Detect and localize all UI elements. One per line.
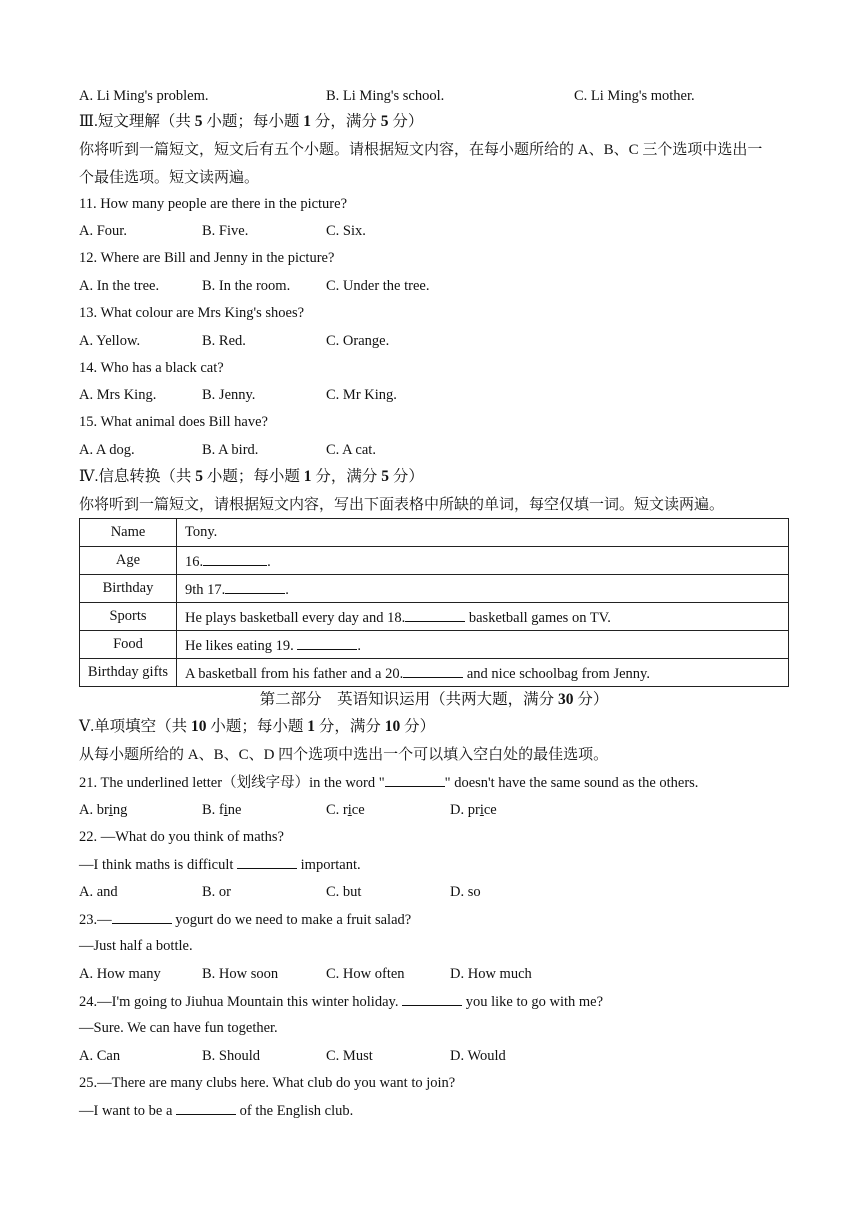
q11-option-b: B. Five.	[202, 223, 249, 239]
section3-instruction-line1: 你将听到一篇短文，短文后有五个小题。请根据短文内容，在每小题所给的 A、B、C 三个选项中选出一	[79, 142, 763, 158]
question-25-answer: —I want to be a of the English club.	[79, 1100, 353, 1121]
answer-blank-18[interactable]	[405, 607, 465, 622]
question-12: 12. Where are Bill and Jenny in the picture?	[79, 250, 335, 266]
info-table	[79, 518, 789, 687]
q22-option-b: B. or	[202, 884, 231, 900]
row-content: 9th 17. .	[177, 575, 789, 603]
q10-option-a: A. Li Ming's problem.	[79, 88, 209, 104]
q14-option-b: B. Jenny.	[202, 387, 256, 403]
row-content: 16. .	[177, 547, 789, 575]
answer-blank-20[interactable]	[403, 663, 463, 678]
row-content: He plays basketball every day and 18. basketball games on TV.	[177, 603, 789, 631]
question-23: 23.— yogurt do we need to make a fruit salad?	[79, 909, 411, 930]
q22-option-a: A. and	[79, 884, 118, 900]
q12-option-c: C. Under the tree.	[326, 278, 430, 294]
q12-option-b: B. In the room.	[202, 278, 291, 294]
answer-blank-22[interactable]	[237, 854, 297, 869]
question-22-answer: —I think maths is difficult important.	[79, 854, 361, 875]
row-label: Sports	[80, 603, 177, 631]
section4-instruction: 你将听到一篇短文，请根据短文内容，写出下面表格中所缺的单词，每空仅填一词。短文读两遍。	[79, 497, 725, 513]
q15-option-c: C. A cat.	[326, 442, 376, 458]
q23-option-d: D. How much	[450, 966, 532, 982]
q13-option-c: C. Orange.	[326, 333, 390, 349]
row-label: Birthday gifts	[80, 659, 177, 687]
row-label: Name	[80, 519, 177, 547]
question-13: 13. What colour are Mrs King's shoes?	[79, 305, 305, 321]
q11-option-c: C. Six.	[326, 223, 366, 239]
row-label: Age	[80, 547, 177, 575]
table-row	[80, 631, 789, 659]
answer-blank-23[interactable]	[112, 909, 172, 924]
section3-title: Ⅲ.短文理解（共 5 小题；每小题 1 分，满分 5 分）	[79, 113, 424, 130]
answer-blank-16[interactable]	[203, 551, 267, 566]
q15-option-a: A. A dog.	[79, 442, 135, 458]
q10-option-c: C. Li Ming's mother.	[574, 88, 695, 104]
q15-option-b: B. A bird.	[202, 442, 259, 458]
section3-instruction-line2: 个最佳选项。短文读两遍。	[79, 170, 260, 186]
section4-title: Ⅳ.信息转换（共 5 小题；每小题 1 分，满分 5 分）	[79, 468, 424, 485]
q22-option-d: D. so	[450, 884, 481, 900]
q23-option-c: C. How often	[326, 966, 405, 982]
table-row	[80, 659, 789, 687]
table-row	[80, 547, 789, 575]
answer-blank-21[interactable]	[385, 772, 445, 787]
question-14: 14. Who has a black cat?	[79, 360, 224, 376]
q12-option-a: A. In the tree.	[79, 278, 160, 294]
q24-option-a: A. Can	[79, 1048, 121, 1064]
q13-option-b: B. Red.	[202, 333, 246, 349]
row-content: A basketball from his father and a 20. and nice schoolbag from Jenny.	[177, 659, 789, 687]
table-row	[80, 603, 789, 631]
q22-option-c: C. but	[326, 884, 362, 900]
section5-instruction: 从每小题所给的 A、B、C、D 四个选项中选出一个可以填入空白处的最佳选项。	[79, 747, 609, 763]
question-15: 15. What animal does Bill have?	[79, 414, 268, 430]
table-row	[80, 575, 789, 603]
q23-option-a: A. How many	[79, 966, 161, 982]
q13-option-a: A. Yellow.	[79, 333, 141, 349]
row-label: Food	[80, 631, 177, 659]
row-content: Tony.	[177, 519, 789, 547]
q11-option-a: A. Four.	[79, 223, 127, 239]
answer-blank-24[interactable]	[402, 991, 462, 1006]
part2-title: 第二部分 英语知识运用（共两大题，满分 30 分）	[259, 691, 609, 708]
question-24: 24.—I'm going to Jiuhua Mountain this winter holiday. you like to go with me?	[79, 991, 603, 1012]
answer-blank-25[interactable]	[176, 1100, 236, 1115]
q21-option-d: D. price	[450, 802, 497, 818]
question-21: 21. The underlined letter（划线字母）in the word " " doesn't have the same sound as the others.	[79, 772, 698, 793]
row-label: Birthday	[80, 575, 177, 603]
answer-blank-17[interactable]	[225, 579, 285, 594]
question-25: 25.—There are many clubs here. What club do you want to join?	[79, 1075, 456, 1091]
q24-option-d: D. Would	[450, 1048, 506, 1064]
question-22: 22. —What do you think of maths?	[79, 829, 284, 845]
q21-option-a: A. bring	[79, 802, 128, 818]
q24-option-c: C. Must	[326, 1048, 373, 1064]
q14-option-a: A. Mrs King.	[79, 387, 157, 403]
q10-option-b: B. Li Ming's school.	[326, 88, 445, 104]
q14-option-c: C. Mr King.	[326, 387, 397, 403]
q21-option-b: B. fine	[202, 802, 242, 818]
q23-option-b: B. How soon	[202, 966, 279, 982]
row-content: He likes eating 19. .	[177, 631, 789, 659]
table-row	[80, 519, 789, 547]
question-24-answer: —Sure. We can have fun together.	[79, 1020, 278, 1036]
q24-option-b: B. Should	[202, 1048, 261, 1064]
question-23-answer: —Just half a bottle.	[79, 938, 193, 954]
q21-option-c: C. rice	[326, 802, 365, 818]
answer-blank-19[interactable]	[297, 635, 357, 650]
section5-title: Ⅴ.单项填空（共 10 小题；每小题 1 分，满分 10 分）	[79, 718, 436, 735]
question-11: 11. How many people are there in the picture?	[79, 196, 348, 212]
